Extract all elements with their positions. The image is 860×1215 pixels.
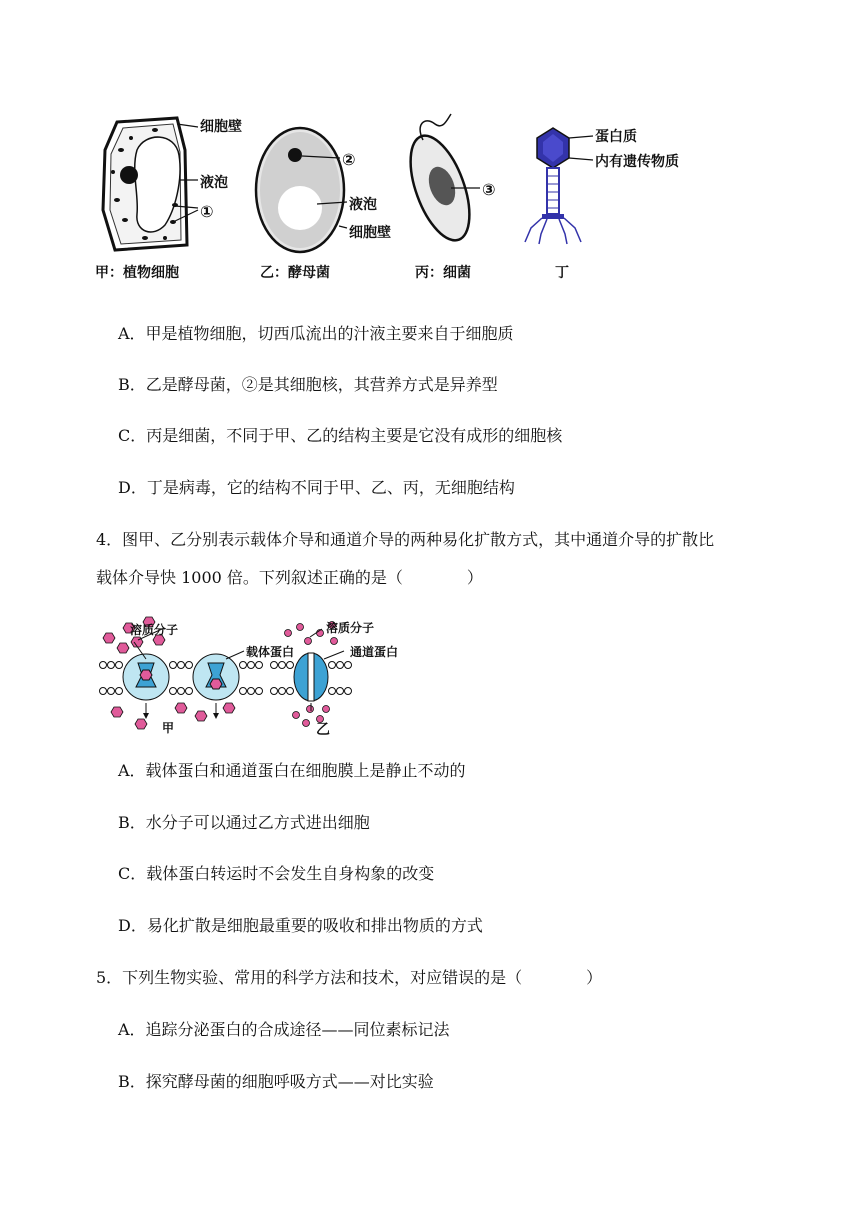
plant-cell-diagram (103, 118, 198, 250)
phage-diagram (525, 128, 593, 244)
q4-option-b: B．水分子可以通过乙方式进出细胞 (118, 813, 370, 832)
label-carrier-protein: 载体蛋白 (246, 645, 295, 659)
label-cell-wall: 细胞壁 (200, 119, 242, 135)
caption-yeast: 乙：酵母菌 (260, 265, 330, 281)
label-vacuole: 液泡 (200, 175, 228, 191)
q4-option-a: A．载体蛋白和通道蛋白在细胞膜上是静止不动的 (118, 761, 466, 780)
q4-option-d: D．易化扩散是细胞最重要的吸收和排出物质的方式 (118, 916, 483, 935)
label-genetic-material: 内有遗传物质 (595, 154, 679, 170)
label-solute-a: 溶质分子 (130, 623, 179, 637)
q4-option-c: C．载体蛋白转运时不会发生自身构象的改变 (118, 864, 435, 883)
membrane-carrier (100, 654, 263, 700)
label-yeast-vacuole: 液泡 (349, 197, 377, 213)
q5-option-a: A．追踪分泌蛋白的合成途径——同位素标记法 (118, 1020, 450, 1039)
cells-figure (95, 110, 715, 285)
label-channel-protein: 通道蛋白 (350, 645, 399, 659)
q4-stem-line1: 4．图甲、乙分别表示载体介导和通道介导的两种易化扩散方式，其中通道介导的扩散比 (96, 530, 715, 549)
q5-stem: 5．下列生物实验、常用的科学方法和技术，对应错误的是（ ） (96, 968, 603, 987)
diffusion-figure (98, 615, 428, 740)
label-circle-3: ③ (482, 180, 496, 199)
label-jia: 甲 (162, 721, 175, 735)
caption-bacterium: 丙：细菌 (415, 265, 471, 281)
q5-option-b: B．探究酵母菌的细胞呼吸方式——对比实验 (118, 1072, 434, 1091)
q3-option-c: C．丙是细菌，不同于甲、乙的结构主要是它没有成形的细胞核 (118, 426, 563, 445)
label-circle-1: ① (200, 202, 214, 221)
label-protein: 蛋白质 (595, 129, 637, 145)
label-circle-2: ② (342, 150, 356, 169)
q3-option-a: A．甲是植物细胞，切西瓜流出的汁液主要来自于细胞质 (118, 324, 514, 343)
caption-plant-cell: 甲：植物细胞 (95, 265, 179, 281)
label-yi: 乙 (316, 722, 330, 738)
q3-option-d: D．丁是病毒，它的结构不同于甲、乙、丙，无细胞结构 (118, 478, 515, 497)
label-yeast-cell-wall: 细胞壁 (349, 225, 391, 241)
q3-option-b: B．乙是酵母菌，②是其细胞核，其营养方式是异养型 (118, 375, 498, 394)
bacterium-diagram (399, 114, 482, 248)
caption-phage: 丁 (555, 265, 569, 281)
label-solute-b: 溶质分子 (326, 621, 375, 635)
q4-stem-line2: 载体介导快 1000 倍。下列叙述正确的是（ ） (96, 568, 483, 587)
yeast-diagram (256, 128, 347, 252)
